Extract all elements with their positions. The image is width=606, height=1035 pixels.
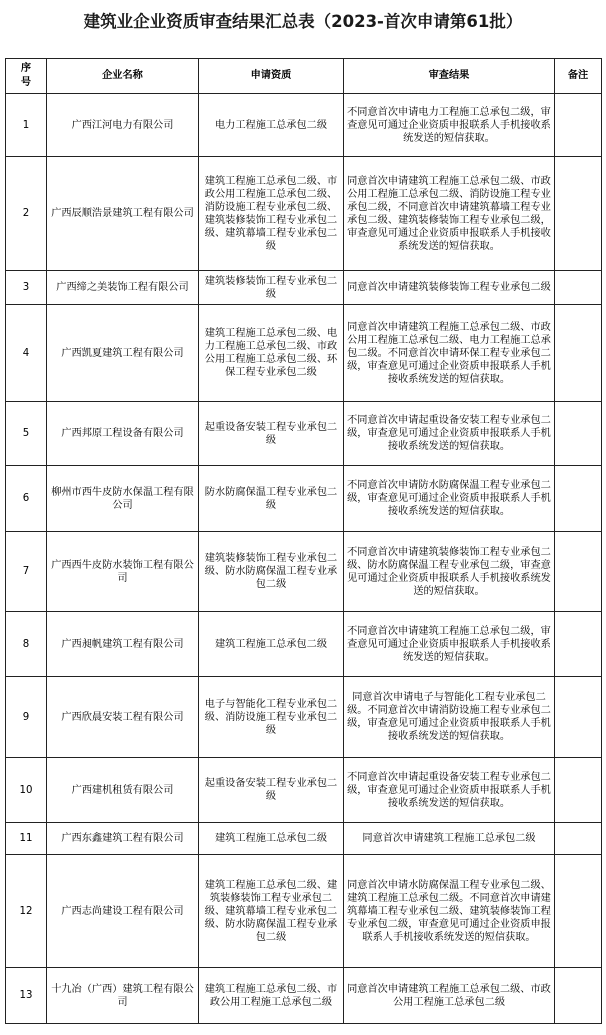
table-row (6, 532, 602, 612)
remarks (555, 271, 602, 305)
applied-qualification: 建筑装修装饰工程专业承包二级 (199, 271, 344, 305)
remarks (555, 823, 602, 855)
table-row (6, 855, 602, 968)
remarks (555, 305, 602, 402)
review-result: 不同意首次申请防水防腐保温工程专业承包二级，审查意见可通过企业资质申报联系人手机接收系统发送的短信获取。 (344, 466, 555, 532)
page-title: 建筑业企业资质审查结果汇总表（2023-首次申请第61批） (83, 12, 523, 31)
applied-qualification: 建筑工程施工总承包二级、建筑装修装饰工程专业承包二级、建筑幕墙工程专业承包二级、防水防腐保温工程专业承包二级 (199, 855, 344, 968)
company-name: 柳州市西牛皮防水保温工程有限公司 (47, 466, 199, 532)
header-qualification: 申请资质 (199, 59, 344, 94)
header-remarks: 备注 (555, 59, 602, 94)
row-number: 3 (6, 271, 47, 305)
review-result: 不同意首次申请电力工程施工总承包二级，审查意见可通过企业资质申报联系人手机接收系统发送的短信获取。 (344, 94, 555, 157)
row-number: 10 (6, 758, 47, 823)
company-name: 广西凯夏建筑工程有限公司 (47, 305, 199, 402)
table-row (6, 758, 602, 823)
review-result: 不同意首次申请起重设备安装工程专业承包二级，审查意见可通过企业资质申报联系人手机接收系统发送的短信获取。 (344, 402, 555, 466)
remarks (555, 855, 602, 968)
applied-qualification: 起重设备安装工程专业承包二级 (199, 758, 344, 823)
table-row (6, 466, 602, 532)
review-result: 同意首次申请水防腐保温工程专业承包二级、建筑工程施工总承包二级。不同意首次申请建筑幕墙工程专业承包二级、建筑装修装饰工程专业承包二级，审查意见可通过企业资质申报联系人手机接收系统发送的短信获取。 (344, 855, 555, 968)
review-result: 同意首次申请电子与智能化工程专业承包二级。不同意首次申请消防设施工程专业承包二级，审查意见可通过企业资质申报联系人手机接收系统发送的短信获取。 (344, 677, 555, 758)
review-result: 不同意首次申请建筑装修装饰工程专业承包二级、防水防腐保温工程专业承包二级，审查意见可通过企业资质申报联系人手机接收系统发送的短信获取。 (344, 532, 555, 612)
company-name: 广西建机租赁有限公司 (47, 758, 199, 823)
applied-qualification: 建筑工程施工总承包二级、电力工程施工总承包二级、市政公用工程施工总承包二级、环保工程专业承包二级 (199, 305, 344, 402)
row-number: 9 (6, 677, 47, 758)
applied-qualification: 电力工程施工总承包二级 (199, 94, 344, 157)
review-result: 同意首次申请建筑装修装饰工程专业承包二级 (344, 271, 555, 305)
remarks (555, 677, 602, 758)
table-row (6, 968, 602, 1024)
review-result: 不同意首次申请起重设备安装工程专业承包二级，审查意见可通过企业资质申报联系人手机接收系统发送的短信获取。 (344, 758, 555, 823)
remarks (555, 758, 602, 823)
company-name: 广西昶帆建筑工程有限公司 (47, 612, 199, 677)
header-row (6, 59, 602, 94)
row-number: 6 (6, 466, 47, 532)
table-row (6, 305, 602, 402)
company-name: 广西邦原工程设备有限公司 (47, 402, 199, 466)
remarks (555, 157, 602, 271)
row-number: 2 (6, 157, 47, 271)
applied-qualification: 电子与智能化工程专业承包二级、消防设施工程专业承包二级 (199, 677, 344, 758)
company-name: 广西欣晨安装工程有限公司 (47, 677, 199, 758)
company-name: 广西西牛皮防水装饰工程有限公司 (47, 532, 199, 612)
company-name: 广西辰顺浩景建筑工程有限公司 (47, 157, 199, 271)
row-number: 7 (6, 532, 47, 612)
table-row (6, 94, 602, 157)
review-result: 同意首次申请建筑工程施工总承包二级 (344, 823, 555, 855)
table-row (6, 402, 602, 466)
company-name: 十九冶（广西）建筑工程有限公司 (47, 968, 199, 1024)
applied-qualification: 建筑工程施工总承包二级 (199, 612, 344, 677)
row-number: 8 (6, 612, 47, 677)
row-number: 5 (6, 402, 47, 466)
applied-qualification: 建筑工程施工总承包二级、市政公用工程施工总承包二级 (199, 968, 344, 1024)
review-results-table (5, 58, 602, 1024)
company-name: 广西东鑫建筑工程有限公司 (47, 823, 199, 855)
review-result: 同意首次申请建筑工程施工总承包二级、市政公用工程施工总承包二级、消防设施工程专业承包二级，不同意首次申请建筑幕墙工程专业承包二级、建筑装修装饰工程专业承包二级，审查意见可通过企业资质申报联系人手机接收系统发送的短信获取。 (344, 157, 555, 271)
review-result: 同意首次申请建筑工程施工总承包二级、市政公用工程施工总承包二级 (344, 968, 555, 1024)
table-row (6, 823, 602, 855)
row-number: 11 (6, 823, 47, 855)
table-row (6, 612, 602, 677)
company-name: 广西缔之美装饰工程有限公司 (47, 271, 199, 305)
review-result: 不同意首次申请建筑工程施工总承包二级，审查意见可通过企业资质申报联系人手机接收系统发送的短信获取。 (344, 612, 555, 677)
remarks (555, 466, 602, 532)
applied-qualification: 防水防腐保温工程专业承包二级 (199, 466, 344, 532)
review-result: 同意首次申请建筑工程施工总承包二级、市政公用工程施工总承包二级、电力工程施工总承包二级。不同意首次申请环保工程专业承包二级，审查意见可通过企业资质申报联系人手机接收系统发送的短信获取。 (344, 305, 555, 402)
company-name: 广西江河电力有限公司 (47, 94, 199, 157)
table-row (6, 271, 602, 305)
remarks (555, 612, 602, 677)
row-number: 12 (6, 855, 47, 968)
applied-qualification: 建筑装修装饰工程专业承包二级、防水防腐保温工程专业承包二级 (199, 532, 344, 612)
applied-qualification: 建筑工程施工总承包二级 (199, 823, 344, 855)
row-number: 13 (6, 968, 47, 1024)
remarks (555, 402, 602, 466)
remarks (555, 968, 602, 1024)
table-row (6, 157, 602, 271)
company-name: 广西志尚建设工程有限公司 (47, 855, 199, 968)
row-number: 4 (6, 305, 47, 402)
table-row (6, 677, 602, 758)
applied-qualification: 起重设备安装工程专业承包二级 (199, 402, 344, 466)
header-company: 企业名称 (47, 59, 199, 94)
applied-qualification: 建筑工程施工总承包二级、市政公用工程施工总承包二级、消防设施工程专业承包二级、建筑装修装饰工程专业承包二级、建筑幕墙工程专业承包二级 (199, 157, 344, 271)
remarks (555, 532, 602, 612)
header-result: 审查结果 (344, 59, 555, 94)
header-no: 序号 (6, 59, 47, 94)
remarks (555, 94, 602, 157)
row-number: 1 (6, 94, 47, 157)
